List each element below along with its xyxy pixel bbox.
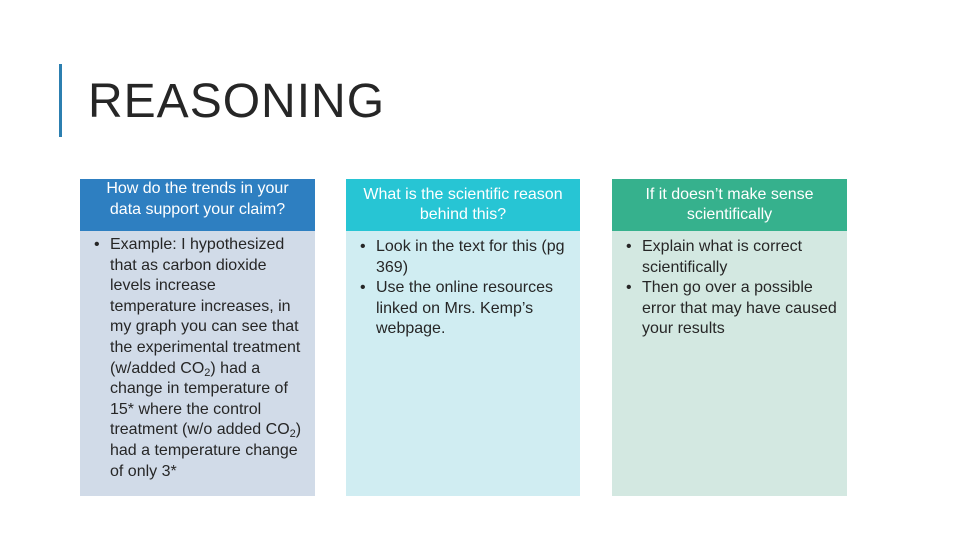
bullet-text: Explain what is correct scientifically <box>642 238 803 276</box>
bullet-item <box>620 278 837 340</box>
bullet-item <box>354 278 570 340</box>
bullet-text: Use the online resources linked on Mrs. Kemp’s webpage. <box>376 279 553 338</box>
subscript-text: 2 <box>289 428 296 441</box>
bullet-list <box>620 237 837 340</box>
title-accent-bar <box>59 64 62 137</box>
bullet-text: Then go over a possible error that may have caused your results <box>642 279 837 338</box>
subscript-text: 2 <box>204 366 211 379</box>
column-trends <box>80 179 315 496</box>
column-body <box>346 231 580 496</box>
column-header: If it doesn’t make sense scientifically <box>612 179 847 231</box>
bullet-text: Example: I hypothesized that as carbon dioxide levels increase temperature increases, in my graph you can see that the experimental treatment (w/added CO <box>110 236 301 377</box>
bullet-list <box>88 235 305 482</box>
bullet-list <box>354 237 570 340</box>
bullet-item <box>88 235 305 482</box>
bullet-text: ) had a change in temperature of 15* where the control treatment (w/o added CO <box>110 359 290 439</box>
bullet-text: ) had a temperature change of only 3* <box>110 421 302 480</box>
column-correction <box>612 179 847 496</box>
column-header: How do the trends in your data support your claim? <box>80 179 315 231</box>
bullet-text: Look in the text for this (pg 369) <box>376 238 565 276</box>
column-header: What is the scientific reason behind this? <box>346 179 580 231</box>
bullet-item <box>620 237 837 278</box>
bullet-item <box>354 237 570 278</box>
slide-title: REASONING <box>88 75 386 128</box>
column-body <box>612 231 847 496</box>
column-scientific-reason <box>346 179 580 496</box>
column-body <box>80 231 315 496</box>
